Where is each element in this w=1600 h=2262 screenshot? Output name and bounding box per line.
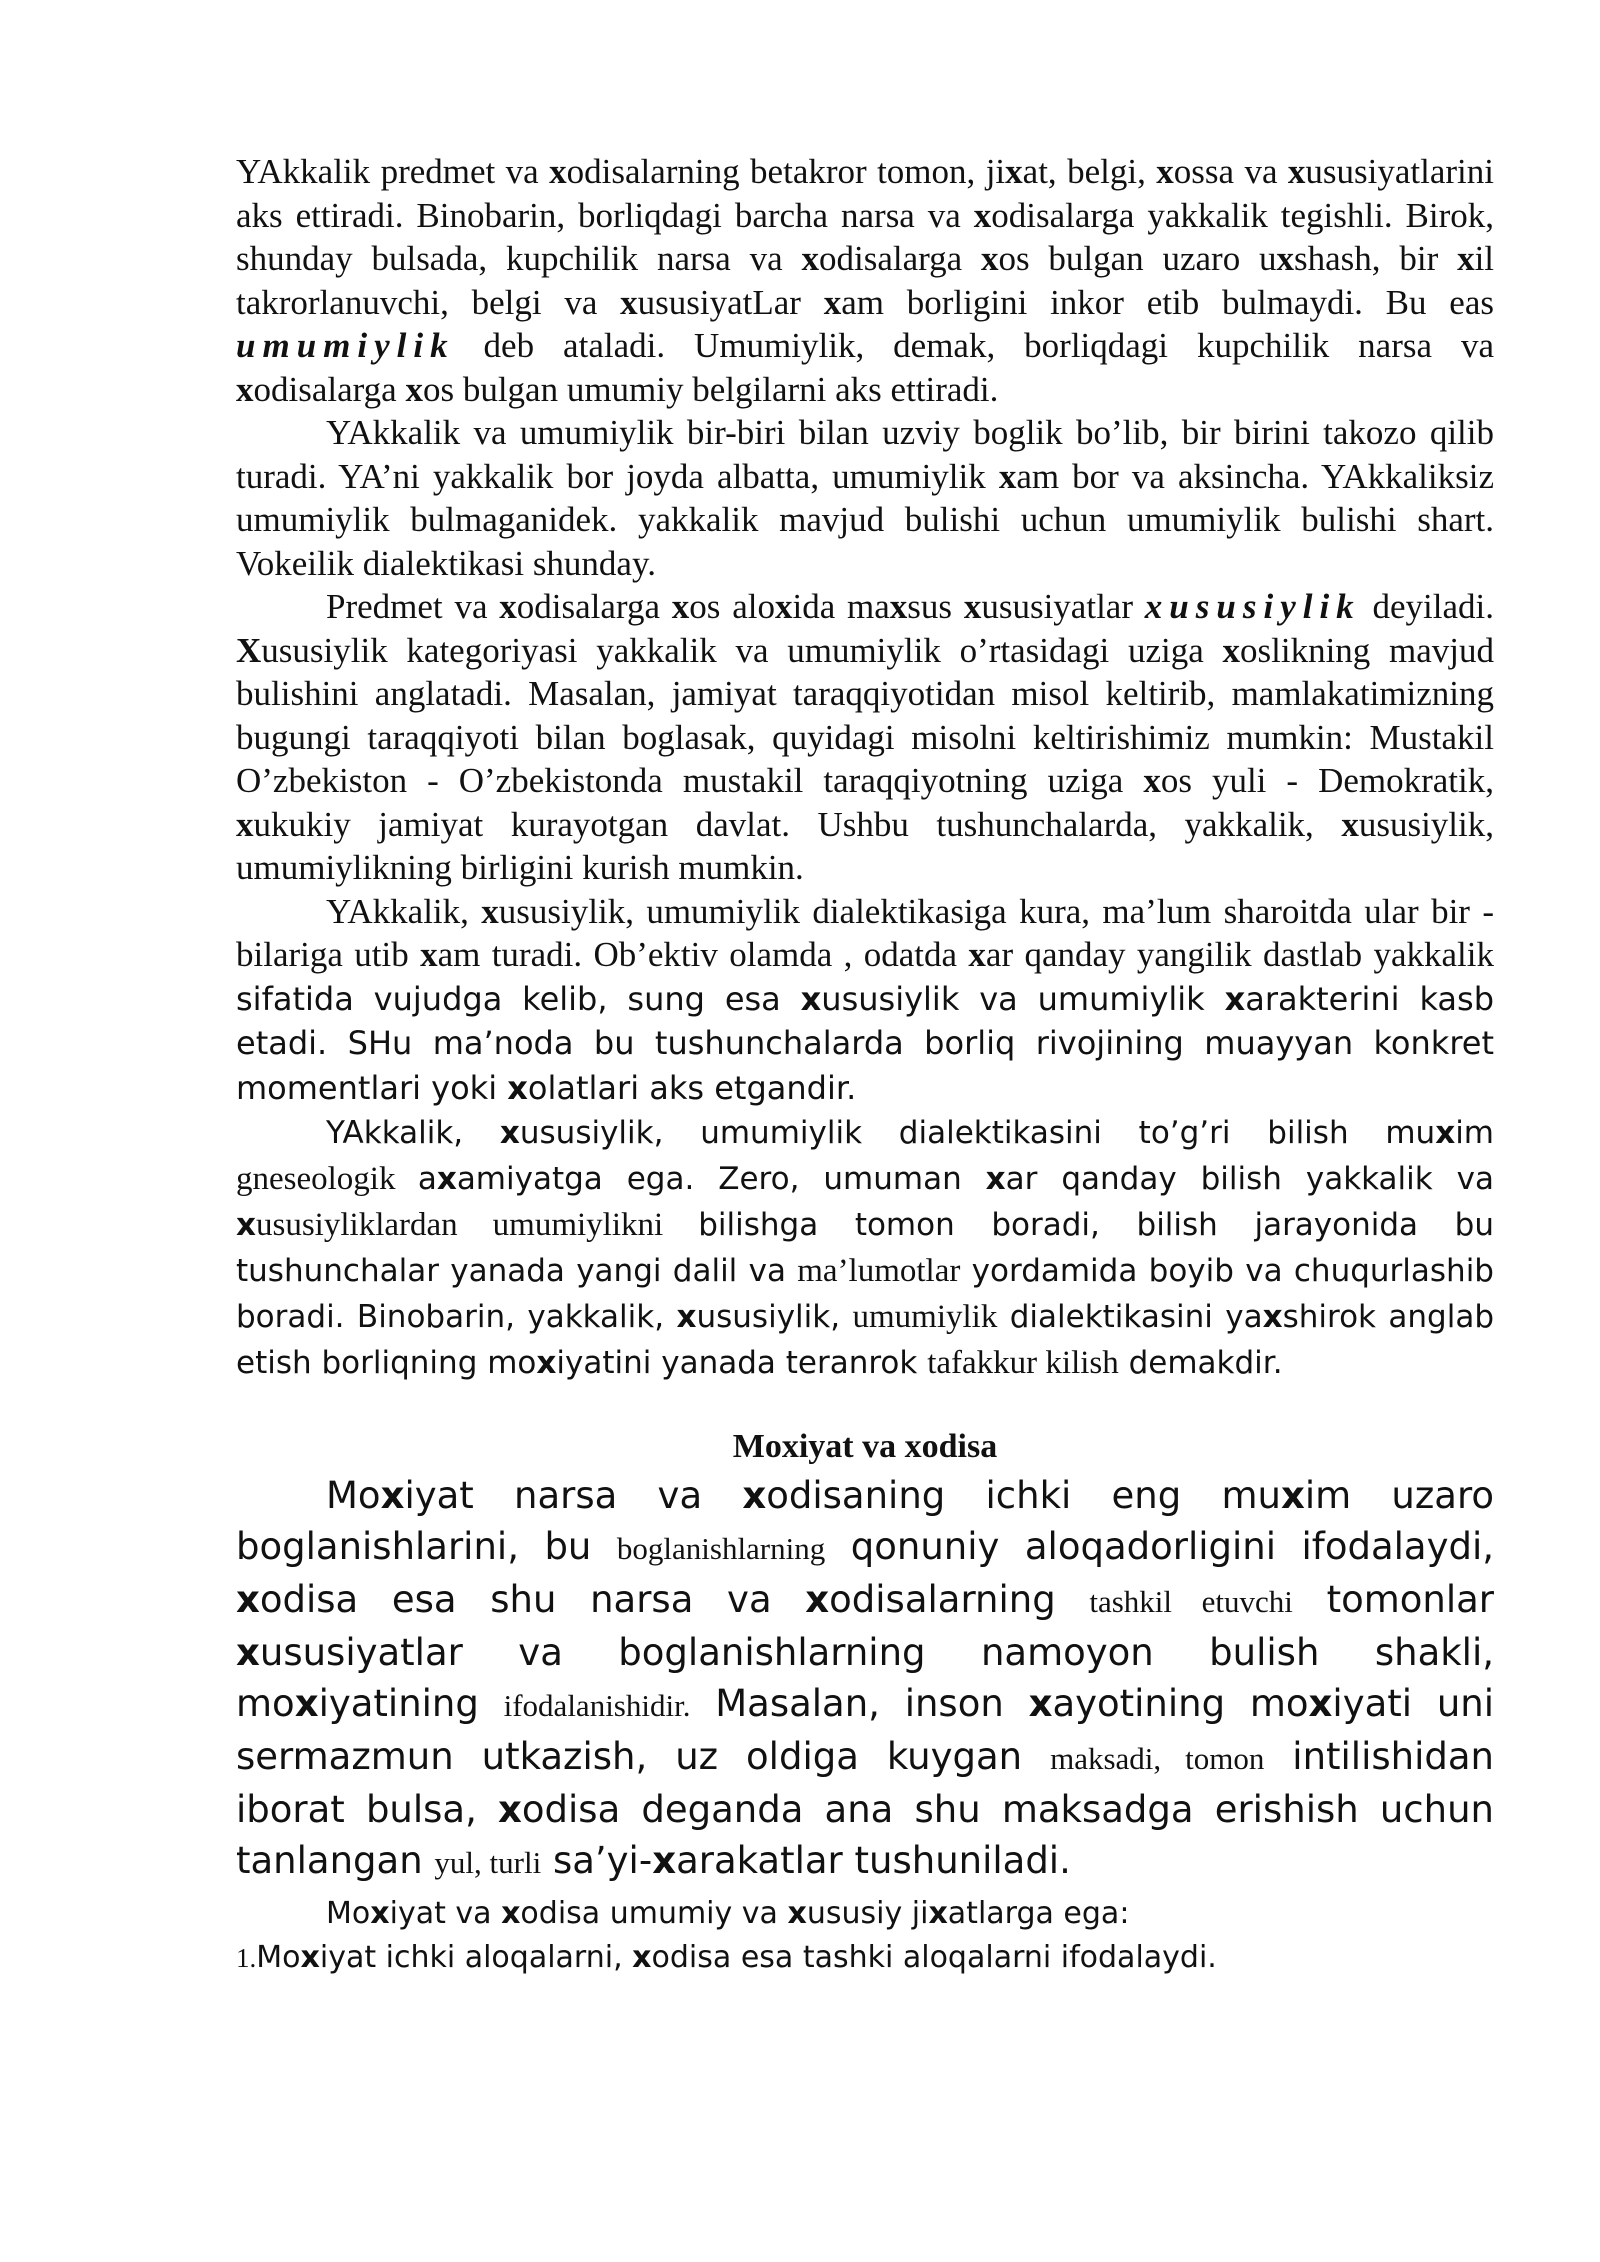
paragraph-cognition: YAkkalik, xususiylik, umumiylik dialektikasini to’g’ri bilish muxim gneseologik axamiyatga ega. Zero, umuman xar qanday bilish yakkalik va xususiyliklardan umumiylikni bilishga tomon boradi, bilish jarayonida bu tushunchalar yanada yangi dalil va ma’lumotlar yordamida boyib va chuqurlashib boradi. Binobarin, yakkalik, xususiylik, umumiylik dialektikasini yaxshirok anglab etish borliqning moxiyatini yanada teranrok tafakkur kilish demakdir. xyxy=(236,1115,1495,1381)
paragraph-essence-phenomenon: Moxiyat narsa va xodisaning ichki eng muxim uzaro boglanishlarini, bu boglanishlarning qonuniy aloqadorligini ifodalaydi, xodisa esa shu narsa va xodisalarning tashkil etuvchi tomonlar xususiyatlar va boglanishlarning namoyon bulish shakli, moxiyatining ifodalanishidir. Masalan, inson xayotining moxiyati uni sermazmun utkazish, uz oldiga kuygan maksadi, tomon intilishidan iborat bulsa, xodisa deganda ana shu maksadga erishish uchun tanlangan yul, turli sa’yi-xarakatlar tushuniladi. xyxy=(236,1474,1495,1882)
term-umumiylik: umumiylik xyxy=(236,326,455,365)
section-heading: Moxiyat va xodisa xyxy=(732,1428,998,1465)
term-xususiylik: xususiylik xyxy=(1144,587,1361,626)
list-item-number: 1. xyxy=(236,1943,257,1973)
paragraph-dialectics: YAkkalik, xususiylik, umumiylik dialektikasiga kura, ma’lum sharoitda ular bir - bilariga utib xam turadi. Ob’ektiv olamda , odatda xar qanday yangilik dastlab yakkalik sifatida vujudga kelib, sung esa xususiylik va umumiylik xarakterini kasb etadi. SHu ma’noda bu tushunchalarda borliq rivojining muayyan konkret momentlari yoki xolatlari aks etgandir. xyxy=(236,891,1494,1107)
document-page xyxy=(236,150,1494,1980)
paragraph-unity: YAkkalik va umumiylik bir-biri bilan uzviy boglik bo’lib, bir birini takozo qilib turadi. YA’ni yakkalik bor joyda albatta, umumiylik xam bor va aksincha. YAkkaliksiz umumiylik bulmaganidek. yakkalik mavjud bulishi uchun umumiylik bulishi shart. Vokeilik dialektikasi shunday. xyxy=(236,413,1494,583)
paragraph-aspects: Moxiyat va xodisa umumiy va xususiy jixatlarga ega: xyxy=(326,1896,1130,1931)
paragraph-particularity: Predmet va xodisalarga xos aloxida maxsus xususiyatlar xususiylik deyiladi. Xususiylik kategoriyasi yakkalik va umumiylik o’rtasidagi uziga xoslikning mavjud bulishini anglatadi. Masalan, jamiyat taraqqiyotidan misol keltirib, mamlakatimizning bugungi taraqqiyoti bilan boglasak, quyidagi misolni keltirishimiz mumkin: Mustakil O’zbekiston - O’zbekistonda mustakil taraqqiyotning uziga xos yuli - Demokratik, xukukiy jamiyat kurayotgan davlat. Ushbu tushunchalarda, yakkalik, xususiylik, umumiylikning birligini kurish mumkin. xyxy=(236,587,1495,887)
paragraph-singularity: YAkkalik predmet va xodisalarning betakror tomon, jixat, belgi, xossa va xususiyatlarini aks ettiradi. Binobarin, borliqdagi barcha narsa va xodisalarga yakkalik tegishli. Birok, shunday bulsada, kupchilik narsa va xodisalarga xos bulgan uzaro uxshash, bir xil takrorlanuvchi, belgi va xususiyatLar xam borligini inkor etib bulmaydi. Bu eas umumiylik deb ataladi. Umumiylik, demak, borliqdagi kupchilik narsa va xodisalarga xos bulgan umumiy belgilarni aks ettiradi. xyxy=(236,152,1495,409)
list-item: 1.Moxiyat ichki aloqalarni, xodisa esa tashki aloqalarni ifodalaydi. xyxy=(236,1940,1217,1975)
